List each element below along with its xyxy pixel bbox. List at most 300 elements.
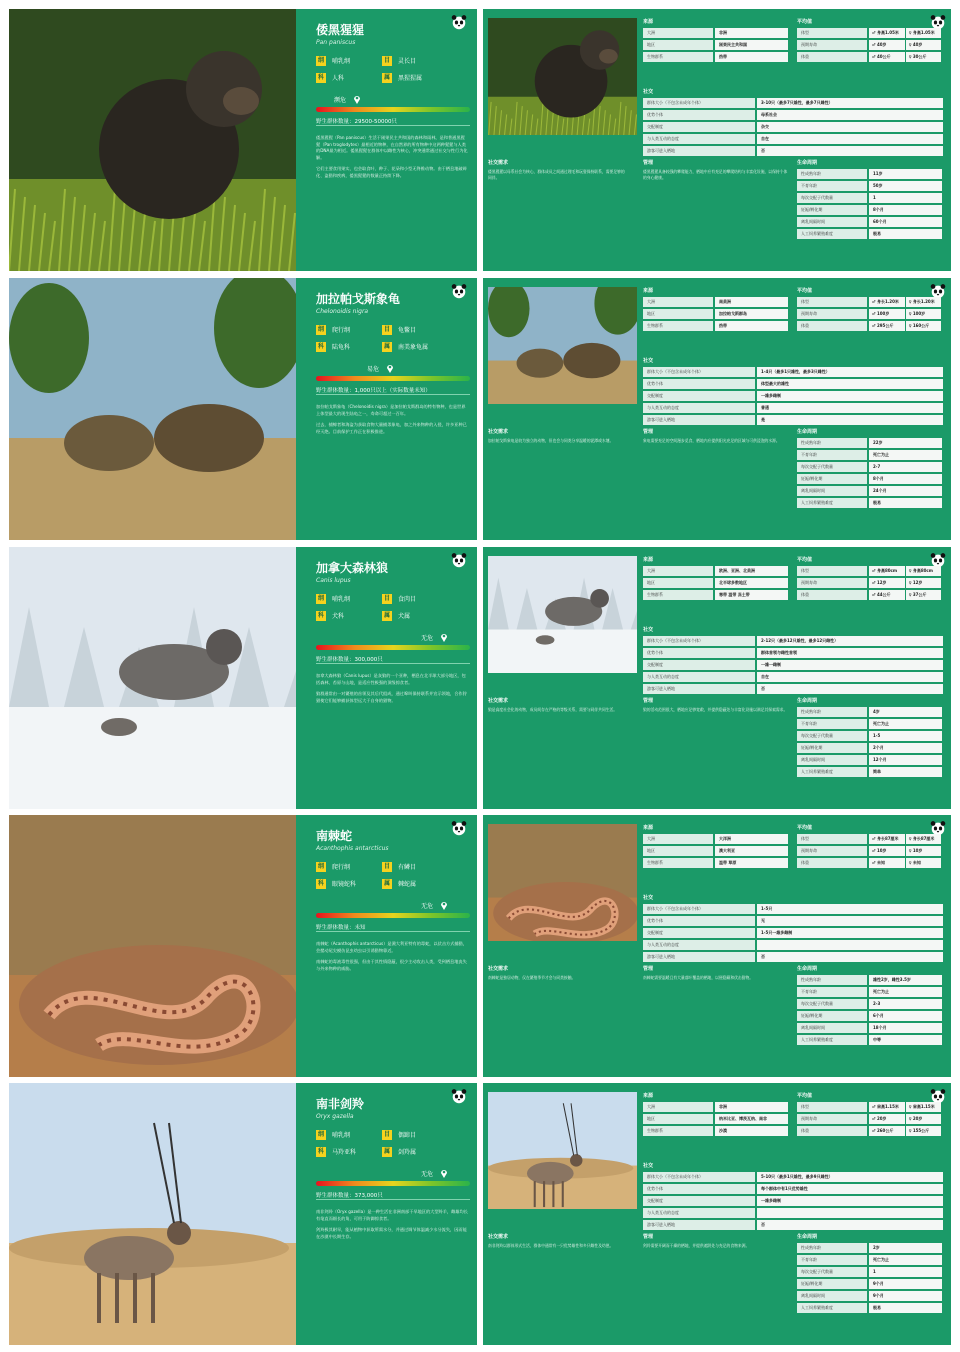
row-value: 欧洲、亚洲、北美洲 xyxy=(715,566,788,576)
animal-description xyxy=(316,404,468,440)
row-key: 不育年龄 xyxy=(797,181,867,191)
row-key: 大洲 xyxy=(643,1102,713,1112)
table-row xyxy=(797,719,942,729)
social-table xyxy=(643,894,943,964)
life-cycle-table xyxy=(797,965,942,1047)
row-value: 否 xyxy=(757,1220,943,1230)
row-key: 与人类互动的态度 xyxy=(643,940,755,950)
tax-class: 爬行纲 xyxy=(332,864,351,871)
life-cycle-table xyxy=(797,1233,942,1315)
animal-name: 倭黑猩猩 xyxy=(316,23,365,37)
panda-logo-icon xyxy=(450,13,468,31)
row-key: 优势个体 xyxy=(643,110,755,120)
location-pin-icon xyxy=(440,1168,448,1178)
social-table xyxy=(643,1162,943,1232)
row-value: 5-10只（最多1只雄性，最多9只雌性） xyxy=(757,1172,943,1182)
row-key: 生物群系 xyxy=(643,590,713,600)
source-table xyxy=(643,556,788,602)
animal-description xyxy=(316,1209,468,1245)
tax-tag: 纲 xyxy=(317,325,324,333)
table-row xyxy=(643,672,943,682)
animal-photo xyxy=(9,815,296,1077)
social-table xyxy=(643,88,943,158)
table-row xyxy=(643,391,943,401)
tax-tag: 纲 xyxy=(317,56,324,64)
male-value: ♂ 身长1.20米 xyxy=(869,297,905,307)
tax-tag: 目 xyxy=(383,1130,390,1138)
row-key: 与人类互动的态度 xyxy=(643,672,755,682)
average-table xyxy=(797,824,942,870)
row-key: 妊娠/孵化期 xyxy=(797,743,867,753)
row-key: 离乳间隔时间 xyxy=(797,1023,867,1033)
row-value: 8个月 xyxy=(869,205,942,215)
source-title: 来源 xyxy=(643,288,654,294)
divider xyxy=(316,125,470,126)
table-row xyxy=(643,122,943,132)
table-row xyxy=(797,1035,942,1045)
row-key: 性成熟年龄 xyxy=(797,975,867,985)
description-paragraph: 南棘蛇的毒液毒性很强，但由于其性情隐蔽，很少主动攻击人类，受到栖息地丧失与外来物种的威胁。 xyxy=(316,959,467,971)
female-value: ♀ 身长87厘米 xyxy=(906,834,942,844)
tax-tag: 科 xyxy=(317,1147,324,1155)
row-key: 地区 xyxy=(643,309,713,319)
row-key: 生物群系 xyxy=(643,1126,713,1136)
tax-family: 眼镜蛇科 xyxy=(332,881,357,888)
tax-tag: 科 xyxy=(317,73,324,81)
row-value: 是 xyxy=(757,415,943,425)
source-table xyxy=(643,287,788,333)
table-row xyxy=(797,767,942,777)
row-key: 优势个体 xyxy=(643,648,755,658)
table-row xyxy=(643,566,788,576)
description-paragraph: 南棘蛇（Acanthophis antarcticus）是澳大利亚特有的毒蛇，以伏击方式捕猎，会摆动尾尖模仿昆虫幼虫以引诱猎物靠近。 xyxy=(316,941,467,953)
row-value: 热带 xyxy=(715,52,788,62)
row-value: 北半球多数地区 xyxy=(715,578,788,588)
row-value: 11岁 xyxy=(869,169,942,179)
tax-tag: 目 xyxy=(383,862,390,870)
table-row xyxy=(797,707,942,717)
table-row xyxy=(643,403,943,413)
life-cycle-title: 生命周期 xyxy=(797,966,818,972)
table-row xyxy=(797,40,942,50)
social-needs-text: 狼是高度社会化的动物，成员间存在严格的等级关系，需要与同伴共同生活。 xyxy=(488,707,618,712)
female-value: ♀ 身高1.05米 xyxy=(906,28,942,38)
row-key: 群体大小（不包含未成年个体） xyxy=(643,904,755,914)
table-row xyxy=(643,379,943,389)
table-row xyxy=(643,940,943,950)
life-cycle-title: 生命周期 xyxy=(797,429,818,435)
row-key: 体重 xyxy=(797,1126,867,1136)
source-table xyxy=(643,1092,788,1138)
panda-logo-icon xyxy=(450,819,468,837)
row-key: 预期寿命 xyxy=(797,578,867,588)
row-value: 12个月 xyxy=(869,755,942,765)
table-row xyxy=(797,1023,942,1033)
row-value: 母系社会 xyxy=(757,110,943,120)
description-paragraph: 过去，捕鲸者和海盗为获取食物大量捕杀象龟，加之外来物种的入侵，许多亚种已经灭绝。目前保护工作正在积极推进。 xyxy=(316,422,467,434)
animal-profile-card xyxy=(9,1083,477,1345)
row-value: 刚果民主共和国 xyxy=(715,40,788,50)
row-key: 交配制度 xyxy=(643,660,755,670)
row-key: 预期寿命 xyxy=(797,40,867,50)
source-title: 来源 xyxy=(643,557,654,563)
animal-photo xyxy=(9,278,296,540)
row-value xyxy=(757,1208,943,1218)
life-cycle-table xyxy=(797,159,942,241)
average-title: 平均值 xyxy=(797,288,813,294)
location-pin-icon xyxy=(353,94,361,104)
table-row xyxy=(797,321,942,331)
animal-thumbnail xyxy=(488,556,637,673)
table-row xyxy=(643,636,943,646)
status-gradient-bar xyxy=(316,913,470,918)
animal-photo xyxy=(9,1083,296,1345)
row-value: 体型最大的雄性 xyxy=(757,379,943,389)
row-key: 离乳间隔时间 xyxy=(797,755,867,765)
table-row xyxy=(797,450,942,460)
row-value: 2-3 xyxy=(869,999,942,1009)
table-row xyxy=(643,146,943,156)
row-key: 妊娠/孵化期 xyxy=(797,205,867,215)
social-needs-title: 社交需求 xyxy=(488,160,509,166)
animal-profile-card xyxy=(9,278,477,540)
row-value: 1 xyxy=(869,1267,942,1277)
management-title: 管理 xyxy=(643,966,654,972)
row-value: 普通 xyxy=(757,403,943,413)
wild-population: 野生群体数量：1,000只以上（实际数量未知） xyxy=(316,388,431,394)
row-value: 2个月 xyxy=(869,743,942,753)
female-value: ♀ 160公斤 xyxy=(906,321,942,331)
row-key: 人工饲养繁殖难度 xyxy=(797,767,867,777)
row-value: 澳大利亚 xyxy=(715,846,788,856)
table-row xyxy=(797,731,942,741)
row-key: 优势个体 xyxy=(643,1184,755,1194)
tax-order: 灵长目 xyxy=(398,58,417,65)
table-row xyxy=(797,578,942,588)
social-needs-text: 倭黑猩猩以母系社会为核心，群体成员之间通过理毛和玩耍保持联系，需要足够的同伴。 xyxy=(488,169,625,180)
table-row xyxy=(643,916,943,926)
row-value: 2-7 xyxy=(869,462,942,472)
tax-order: 有鳞目 xyxy=(398,864,417,871)
status-gradient-bar xyxy=(316,107,470,112)
row-value: 6个月 xyxy=(869,1011,942,1021)
row-key: 交配制度 xyxy=(643,1196,755,1206)
management-title: 管理 xyxy=(643,698,654,704)
social-title: 社交 xyxy=(643,358,654,364)
row-key: 体重 xyxy=(797,590,867,600)
tax-tag: 纲 xyxy=(317,594,324,602)
status-label: 濒危 xyxy=(334,97,347,104)
row-key: 群体大小（不包含未成年个体） xyxy=(643,98,755,108)
row-value: 自在 xyxy=(757,672,943,682)
table-row xyxy=(797,474,942,484)
row-key: 与人类互动的态度 xyxy=(643,403,755,413)
taxonomy xyxy=(316,53,466,87)
row-value: 24个月 xyxy=(869,486,942,496)
status-gradient-bar xyxy=(316,1181,470,1186)
table-row xyxy=(643,590,788,600)
row-value: 4岁 xyxy=(869,707,942,717)
row-key: 优势个体 xyxy=(643,916,755,926)
row-key: 大洲 xyxy=(643,297,713,307)
row-value: 纳米比亚、博茨瓦纳、南非 xyxy=(715,1114,788,1124)
table-row xyxy=(643,28,788,38)
location-pin-icon xyxy=(440,900,448,910)
row-value: 死亡为止 xyxy=(869,719,942,729)
female-value: ♀ 100岁 xyxy=(906,309,942,319)
tax-class: 哺乳纲 xyxy=(332,596,351,603)
animal-thumbnail xyxy=(488,824,637,941)
tax-tag: 属 xyxy=(383,342,390,350)
source-table xyxy=(643,18,788,64)
row-key: 预期寿命 xyxy=(797,1114,867,1124)
wild-population: 野生群体数量：373,000只 xyxy=(316,1193,383,1199)
taxonomy xyxy=(316,1127,466,1161)
row-key: 人工饲养繁殖难度 xyxy=(797,229,867,239)
row-value: 9个月 xyxy=(869,1279,942,1289)
row-key: 大洲 xyxy=(643,566,713,576)
profile-info xyxy=(306,9,472,271)
table-row xyxy=(797,486,942,496)
row-value: 极易 xyxy=(869,1303,942,1313)
row-key: 与人类互动的态度 xyxy=(643,1208,755,1218)
panda-logo-icon xyxy=(450,551,468,569)
row-value: 温带 草原 xyxy=(715,858,788,868)
divider xyxy=(316,931,470,932)
male-value: ♂ 10岁 xyxy=(869,846,905,856)
tax-tag: 纲 xyxy=(317,862,324,870)
description-paragraph: 它们主要食用果实，也会取食叶、种子、花朵和小型无脊椎动物。由于栖息地破碎化、盗猎和疾病，倭黑猩猩的数量正持续下降。 xyxy=(316,166,467,178)
row-key: 性成熟年龄 xyxy=(797,169,867,179)
animal-thumbnail xyxy=(488,1092,637,1209)
tax-order: 偶蹄目 xyxy=(398,1132,417,1139)
wild-population: 野生群体数量：29500-50000只 xyxy=(316,119,397,125)
location-pin-icon xyxy=(440,632,448,642)
description-paragraph: 倭黑猩猩（Pan paniscus）生活于刚果民主共和国的森林和雨林，是和普通黑猩猩（Pan troglodytes）最相近的物种，在自然界的所有物种中这两种猩猩与人类的DNA最为相近。倭黑猩猩在群体中以雌性为核心，冲突通常通过社交与性行为化解。 xyxy=(316,135,468,160)
animal-profile-card xyxy=(9,547,477,809)
life-cycle-table xyxy=(797,697,942,779)
table-row xyxy=(643,578,788,588)
table-row xyxy=(643,660,943,670)
status-gradient-bar xyxy=(316,645,470,650)
row-value: 60个月 xyxy=(869,217,942,227)
male-value: ♂ 260公斤 xyxy=(869,1126,905,1136)
row-value: 一雄多雌制 xyxy=(757,391,943,401)
row-value: 8个月 xyxy=(869,474,942,484)
row-value: 2岁 xyxy=(869,1243,942,1253)
table-row xyxy=(643,110,943,120)
row-key: 预期寿命 xyxy=(797,309,867,319)
location-pin-icon xyxy=(386,363,394,373)
average-title: 平均值 xyxy=(797,557,813,563)
average-title: 平均值 xyxy=(797,825,813,831)
table-row xyxy=(797,217,942,227)
panda-logo-icon xyxy=(450,1087,468,1105)
social-needs-text: 南非剑羚以群体形式生活，群体中通常有一只优势雄性和多只雌性及幼崽。 xyxy=(488,1243,614,1248)
social-needs-title: 社交需求 xyxy=(488,1234,509,1240)
row-key: 游客可进入栖地 xyxy=(643,952,755,962)
table-row xyxy=(797,858,942,868)
average-table xyxy=(797,287,942,333)
table-row xyxy=(797,1255,942,1265)
table-row xyxy=(797,205,942,215)
description-paragraph: 剑羚极其耐旱，能从植物中获取所需水分，并通过调节体温减少水分流失，因而能在沙漠中长期生存。 xyxy=(316,1227,467,1239)
animal-name: 加拿大森林狼 xyxy=(316,561,389,575)
row-key: 地区 xyxy=(643,40,713,50)
table-row xyxy=(643,858,788,868)
life-cycle-title: 生命周期 xyxy=(797,698,818,704)
row-value: 死亡为止 xyxy=(869,450,942,460)
row-key: 预期寿命 xyxy=(797,846,867,856)
tax-tag: 属 xyxy=(383,611,390,619)
table-row xyxy=(797,462,942,472)
tax-genus: 犬属 xyxy=(398,613,411,620)
table-row xyxy=(643,846,788,856)
male-value: ♂ 身长87厘米 xyxy=(869,834,905,844)
divider xyxy=(316,394,470,395)
row-key: 每次交配子代数量 xyxy=(797,999,867,1009)
tax-genus: 南美象龟属 xyxy=(398,344,429,351)
female-value: ♀ 155公斤 xyxy=(906,1126,942,1136)
tax-class: 哺乳纲 xyxy=(332,1132,351,1139)
source-table xyxy=(643,824,788,870)
table-row xyxy=(797,1279,942,1289)
description-paragraph: 加拉帕戈斯象龟（Chelonoidis nigra）是加拉帕戈斯群岛的特有物种，也是世界上体型最大的现生陆龟之一，寿命可超过一百年。 xyxy=(316,404,466,416)
row-key: 地区 xyxy=(643,578,713,588)
male-value: ♂ 20岁 xyxy=(869,1114,905,1124)
table-row xyxy=(643,98,943,108)
table-row xyxy=(643,1220,943,1230)
average-table xyxy=(797,18,942,64)
table-row xyxy=(797,1303,942,1313)
animal-latin-name: Acanthophis antarcticus xyxy=(316,845,389,852)
table-row xyxy=(797,1102,942,1112)
male-value: ♂ 40公斤 xyxy=(869,52,905,62)
row-value: 极易 xyxy=(869,229,942,239)
row-key: 大洲 xyxy=(643,834,713,844)
animal-data-card xyxy=(483,1083,951,1345)
tax-family: 犬科 xyxy=(332,613,345,620)
animal-name: 南棘蛇 xyxy=(316,829,353,843)
male-value: ♂ 身高80cm xyxy=(869,566,905,576)
table-row xyxy=(797,987,942,997)
row-key: 每次交配子代数量 xyxy=(797,193,867,203)
status-label: 无危 xyxy=(421,635,434,642)
animal-description xyxy=(316,941,468,977)
row-value: 1-5 xyxy=(869,731,942,741)
average-table xyxy=(797,556,942,602)
social-title: 社交 xyxy=(643,1163,654,1169)
table-row xyxy=(643,952,943,962)
row-value: 非洲 xyxy=(715,28,788,38)
female-value: ♀ 肩高1.15米 xyxy=(906,1102,942,1112)
tax-tag: 属 xyxy=(383,1147,390,1155)
row-key: 生物群系 xyxy=(643,321,713,331)
row-key: 游客可进入栖地 xyxy=(643,1220,755,1230)
row-value: 每个群体中有1只优势雄性 xyxy=(757,1184,943,1194)
row-key: 妊娠/孵化期 xyxy=(797,1011,867,1021)
animal-profile-card xyxy=(9,9,477,271)
table-row xyxy=(797,181,942,191)
row-value: 9个月 xyxy=(869,1291,942,1301)
table-row xyxy=(643,367,943,377)
table-row xyxy=(643,1126,788,1136)
row-value: 22岁 xyxy=(869,438,942,448)
animal-latin-name: Chelonoidis nigra xyxy=(316,308,369,315)
status-gradient-bar xyxy=(316,376,470,381)
row-value: 否 xyxy=(757,146,943,156)
row-key: 性成熟年龄 xyxy=(797,1243,867,1253)
animal-latin-name: Pan paniscus xyxy=(316,39,356,46)
male-value: ♂ 肩高1.15米 xyxy=(869,1102,905,1112)
divider xyxy=(316,1199,470,1200)
social-title: 社交 xyxy=(643,895,654,901)
row-key: 每次交配子代数量 xyxy=(797,731,867,741)
status-label: 无危 xyxy=(421,903,434,910)
row-value: 沙漠 xyxy=(715,1126,788,1136)
animal-data-card xyxy=(483,9,951,271)
profile-info xyxy=(306,815,472,1077)
animal-thumbnail xyxy=(488,287,637,404)
male-value: ♂ 44公斤 xyxy=(869,590,905,600)
table-row xyxy=(797,566,942,576)
table-row xyxy=(797,297,942,307)
animal-profile-card xyxy=(9,815,477,1077)
row-key: 体重 xyxy=(797,858,867,868)
row-value: 热带 xyxy=(715,321,788,331)
table-row xyxy=(643,309,788,319)
table-row xyxy=(797,975,942,985)
row-key: 不育年龄 xyxy=(797,719,867,729)
male-value: ♂ 身高1.05米 xyxy=(869,28,905,38)
row-value: 1-5只 xyxy=(757,904,943,914)
tax-tag: 科 xyxy=(317,342,324,350)
table-row xyxy=(643,1114,788,1124)
female-value: ♀ 30公斤 xyxy=(906,52,942,62)
animal-data-card xyxy=(483,547,951,809)
row-value: 雄性2岁，雌性3.5岁 xyxy=(869,975,942,985)
male-value: ♂ 100岁 xyxy=(869,309,905,319)
table-row xyxy=(797,846,942,856)
row-key: 与人类互动的态度 xyxy=(643,134,755,144)
row-key: 大洲 xyxy=(643,28,713,38)
taxonomy xyxy=(316,859,466,893)
row-key: 不育年龄 xyxy=(797,987,867,997)
animal-row xyxy=(0,1083,960,1345)
social-needs-text: 南棘蛇是独居动物，仅在繁殖季节才会与同类接触。 xyxy=(488,975,576,980)
table-row xyxy=(643,321,788,331)
row-value: 南美洲 xyxy=(715,297,788,307)
animal-row xyxy=(0,9,960,271)
male-value: ♂ 12岁 xyxy=(869,578,905,588)
panda-logo-icon xyxy=(450,282,468,300)
tax-tag: 目 xyxy=(383,594,390,602)
table-row xyxy=(797,1291,942,1301)
average-title: 平均值 xyxy=(797,19,813,25)
row-key: 游客可进入栖地 xyxy=(643,415,755,425)
source-title: 来源 xyxy=(643,19,654,25)
table-row xyxy=(797,1243,942,1253)
row-key: 群体大小（不包含未成年个体） xyxy=(643,636,755,646)
row-key: 人工饲养繁殖难度 xyxy=(797,1303,867,1313)
social-table xyxy=(643,357,943,427)
row-value: 3-10只（最多7只雄性，最多7只雌性） xyxy=(757,98,943,108)
row-key: 交配制度 xyxy=(643,928,755,938)
tax-class: 哺乳纲 xyxy=(332,58,351,65)
row-value: 死亡为止 xyxy=(869,1255,942,1265)
female-value: ♀ 10岁 xyxy=(906,846,942,856)
average-table xyxy=(797,1092,942,1138)
